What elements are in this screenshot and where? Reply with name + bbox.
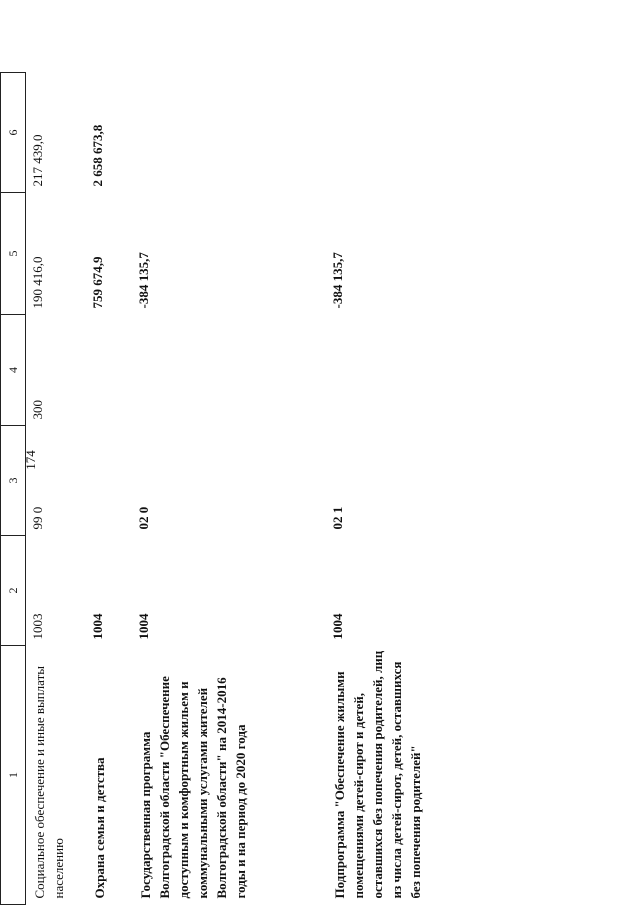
amount-cell: 217 439,0 bbox=[30, 134, 45, 187]
program-cell: 99 0 bbox=[30, 506, 45, 530]
row-name: Подпрограмма "Обеспечение жилыми помещениями детей-сирот и детей, оставшихся без попечения родителей, лиц из числа детей-сирот, детей, оставшихся без попечения родителей" bbox=[331, 650, 423, 899]
type-cell: 300 bbox=[30, 400, 45, 420]
code-cell: 1004 bbox=[89, 613, 105, 640]
row-name: Государственная программа Волгоградской области "Обеспечение доступным и комфортным жильем и коммунальными услугами жителей Волгоградской области" на 2014-2016 годы и на период до 2020 года bbox=[137, 676, 248, 899]
column-header: 5 bbox=[1, 193, 26, 315]
type-cell bbox=[326, 315, 466, 426]
budget-table bbox=[0, 72, 466, 905]
table-row bbox=[86, 73, 132, 905]
table-header-row bbox=[1, 73, 26, 905]
code-cell: 1004 bbox=[329, 613, 345, 640]
row-name: Охрана семьи и детства bbox=[91, 757, 107, 899]
type-cell bbox=[86, 315, 132, 426]
program-cell bbox=[86, 426, 132, 536]
column-header: 6 bbox=[1, 73, 26, 193]
table-row bbox=[26, 73, 86, 905]
column-header: 3 bbox=[1, 426, 26, 536]
column-header: 2 bbox=[1, 536, 26, 646]
type-cell bbox=[132, 315, 326, 426]
table-row bbox=[132, 73, 326, 905]
table-row bbox=[326, 73, 466, 905]
program-cell: 02 1 bbox=[329, 506, 345, 530]
amount-cell: 190 416,0 bbox=[30, 256, 45, 309]
amount-cell: 2 658 673,8 bbox=[89, 124, 105, 187]
column-header: 1 bbox=[1, 646, 26, 905]
amount-cell bbox=[326, 73, 466, 193]
column-header: 4 bbox=[1, 315, 26, 426]
amount-cell: 759 674,9 bbox=[89, 256, 105, 309]
row-name: Социальное обеспечение и иные выплаты населению bbox=[32, 665, 66, 899]
program-cell: 02 0 bbox=[135, 506, 151, 530]
code-cell: 1003 bbox=[30, 613, 45, 640]
amount-cell bbox=[132, 73, 326, 193]
code-cell: 1004 bbox=[135, 613, 151, 640]
page-number: 174 bbox=[23, 450, 38, 470]
amount-cell: -384 135,7 bbox=[135, 252, 151, 309]
amount-cell: -384 135,7 bbox=[329, 252, 345, 309]
